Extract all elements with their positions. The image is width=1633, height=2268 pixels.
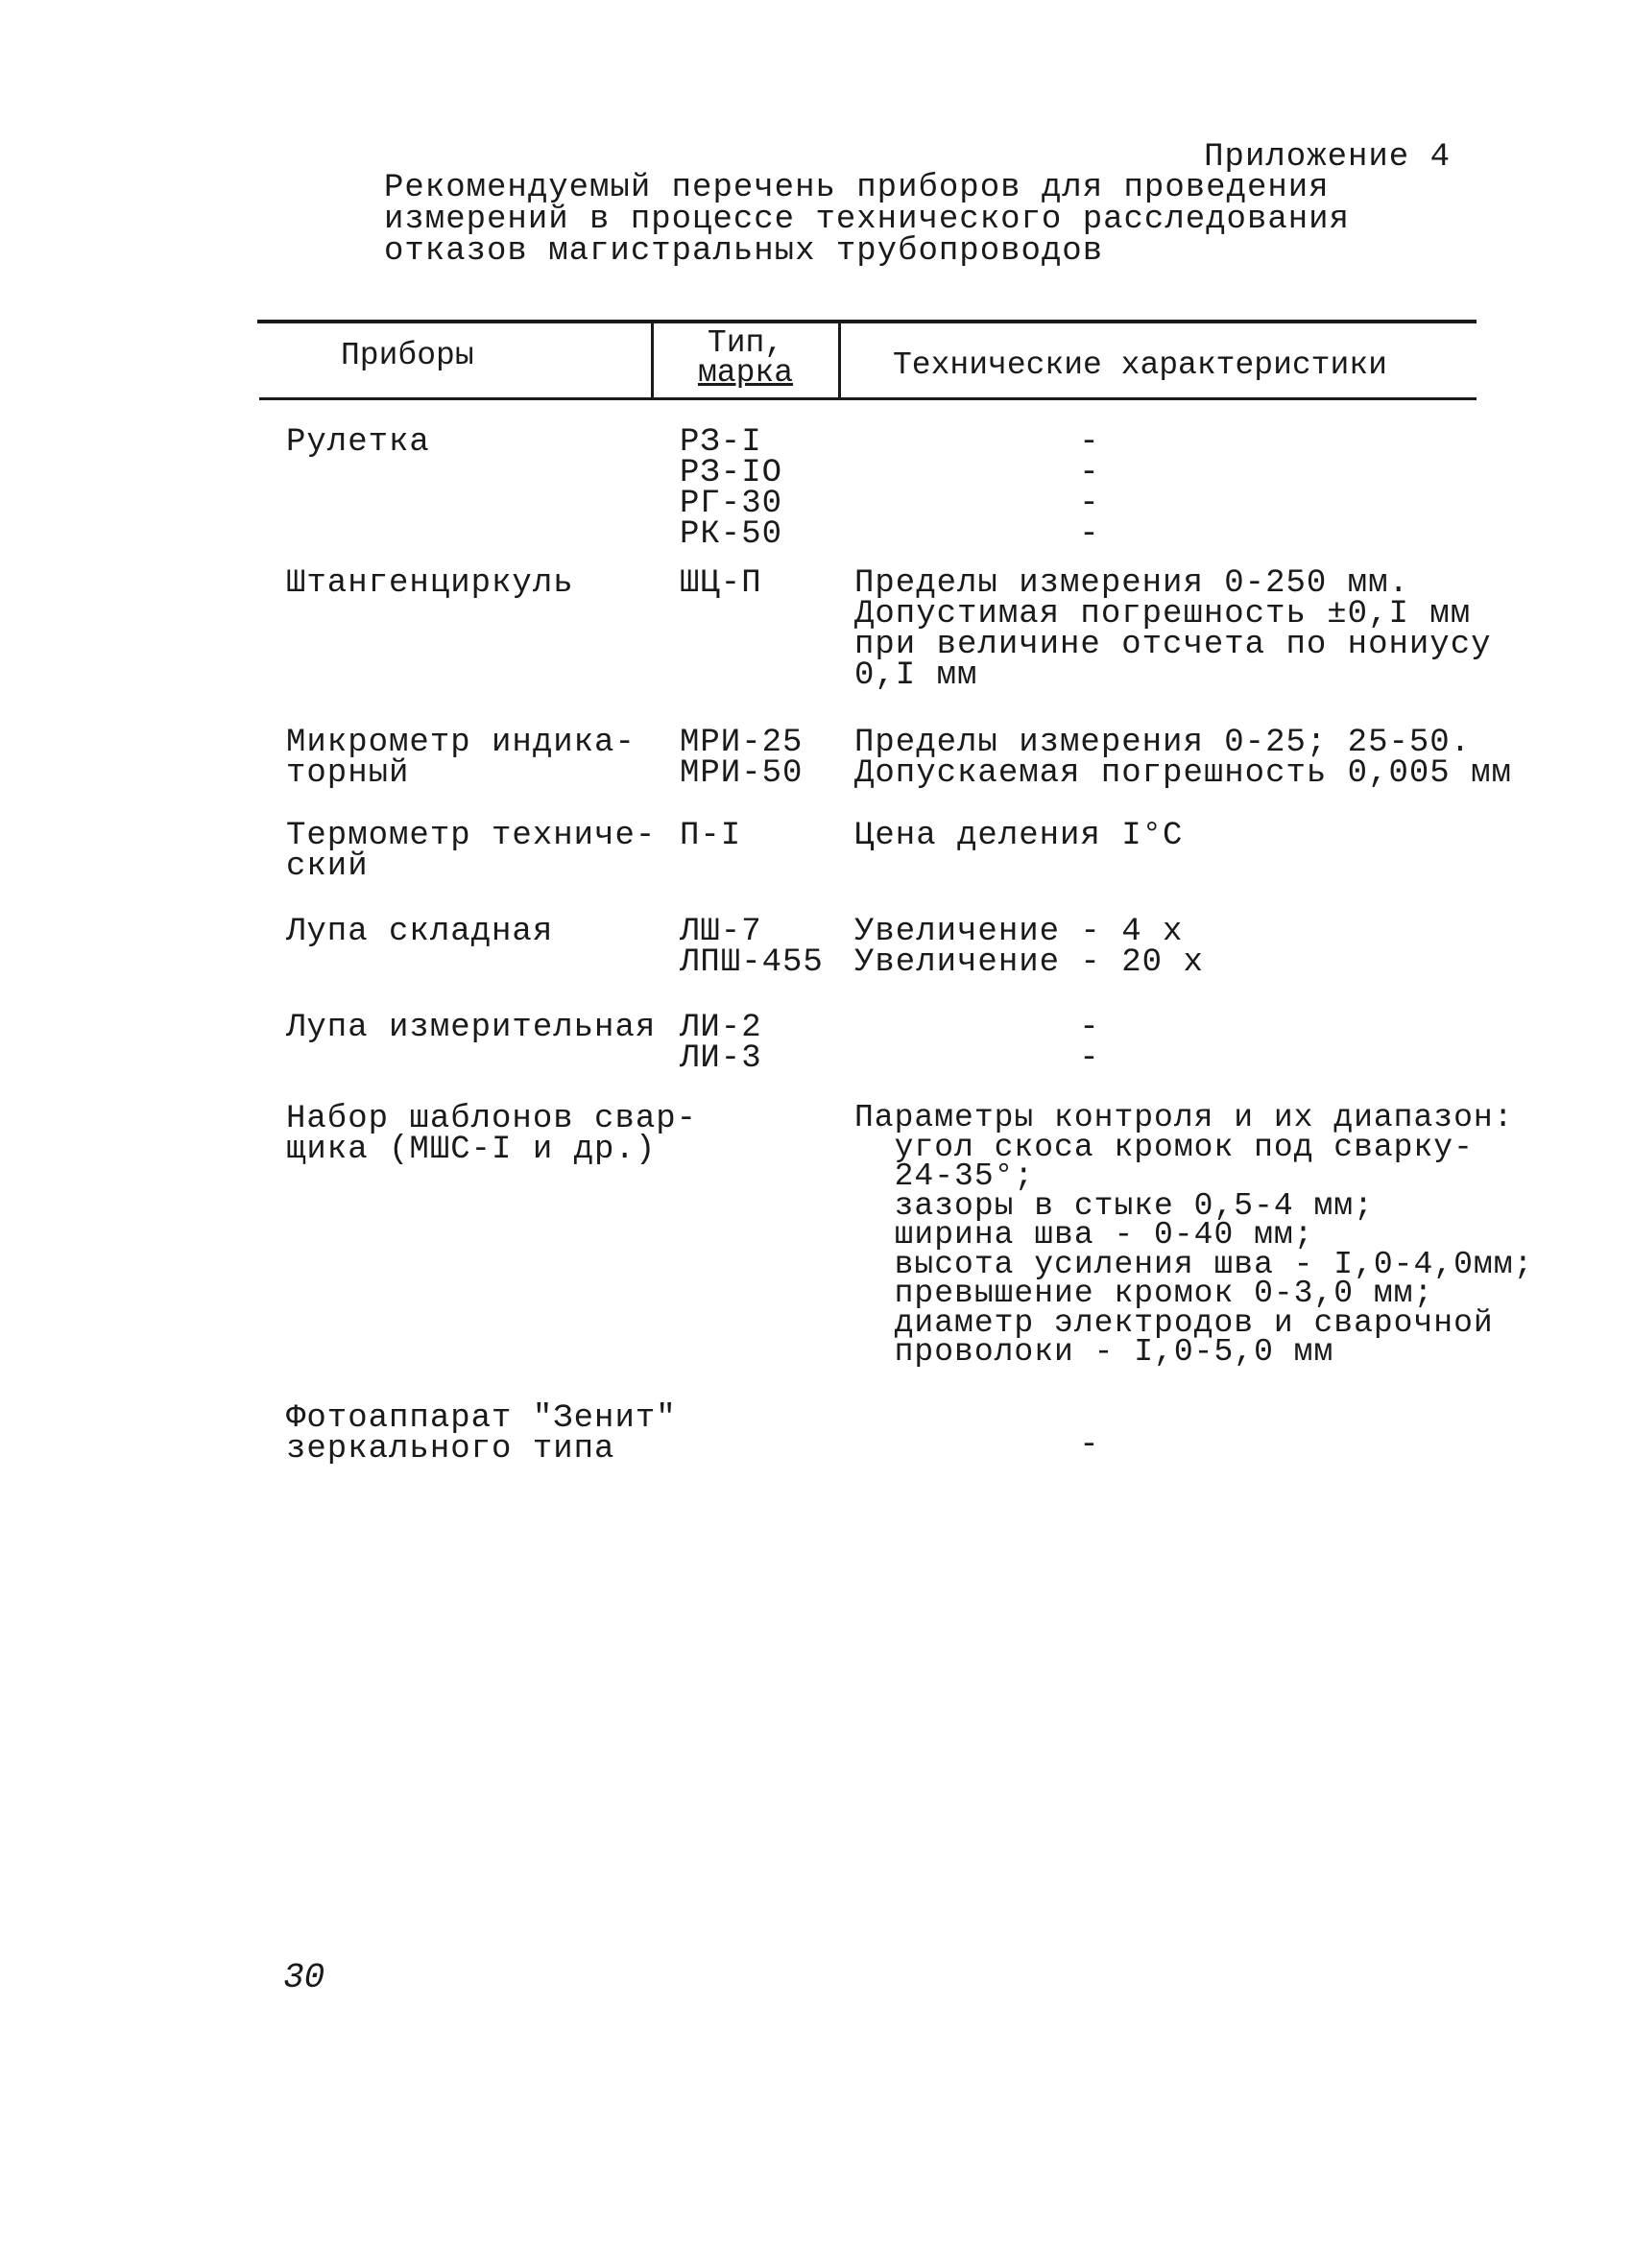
title-line-1: Рекомендуемый перечень приборов для проведения <box>384 170 1330 206</box>
instrument-type: ЛШ-7 ЛПШ-455 <box>680 914 824 981</box>
instrument-type: ШЦ-П <box>680 565 762 602</box>
document-title <box>384 170 1350 270</box>
instrument-type: П-I <box>680 818 742 854</box>
instrument-type: ЛИ-2 ЛИ-3 <box>680 1010 762 1077</box>
characteristic-dashes: - <box>1079 1427 1100 1464</box>
characteristic-dashes: - - <box>1079 1010 1100 1077</box>
characteristics-text: Цена деления I°С <box>854 818 1184 854</box>
title-line-3: отказов магистральных трубопроводов <box>384 233 1104 270</box>
column-header-characteristics: Технические характеристики <box>893 347 1387 383</box>
instrument-name: Лупа складная <box>286 914 554 950</box>
instrument-name: Набор шаблонов свар- щика (МШС-I и др.) <box>286 1101 698 1168</box>
column-header-type <box>653 325 838 391</box>
instrument-name: Штангенциркуль <box>286 565 574 602</box>
title-line-2: измерений в процессе технического расследования <box>384 202 1350 238</box>
table-rule-header <box>259 397 1477 400</box>
instrument-name: Лупа измерительная <box>286 1010 657 1046</box>
characteristics-text: Пределы измерения 0-25; 25-50. Допускаемая погрешность 0,005 мм <box>854 725 1512 792</box>
instrument-type: МРИ-25 МРИ-50 <box>680 725 804 792</box>
appendix-label: Приложение 4 <box>1204 139 1451 176</box>
instrument-type: РЗ-I РЗ-IO РГ-30 РК-50 <box>680 424 783 553</box>
instrument-name: Фотоаппарат "Зенит" зеркального типа <box>286 1400 677 1468</box>
column-header-instruments: Приборы <box>341 338 474 373</box>
column-header-type-line2: марка <box>697 355 794 391</box>
characteristic-dashes: - - - - <box>1079 424 1100 553</box>
instrument-name: Рулетка <box>286 424 430 461</box>
table-rule-top <box>257 320 1477 323</box>
characteristics-text: Увеличение - 4 х Увеличение - 20 х <box>854 914 1204 981</box>
table-divider-2 <box>838 321 841 399</box>
column-header-type-line1: Тип, <box>707 325 784 361</box>
characteristics-text: Параметры контроля и их диапазон: угол скоса кромок под сварку- 24-35°; зазоры в стыке 0,5-4 мм; ширина шва - 0-40 мм; высота усиления шва - I,0-4,0мм; превышение кромок 0-3,0 мм; диаметр электродов и сварочной проволоки - I,0-5,0 мм <box>854 1100 1534 1370</box>
instrument-name: Микрометр индика- торный <box>286 725 636 792</box>
instrument-name: Термометр техниче- ский <box>286 818 657 885</box>
page-number: 30 <box>283 1958 325 1997</box>
characteristics-text: Пределы измерения 0-250 мм. Допустимая погрешность ±0,I мм при величине отсчета по нониусу 0,I мм <box>854 565 1492 694</box>
